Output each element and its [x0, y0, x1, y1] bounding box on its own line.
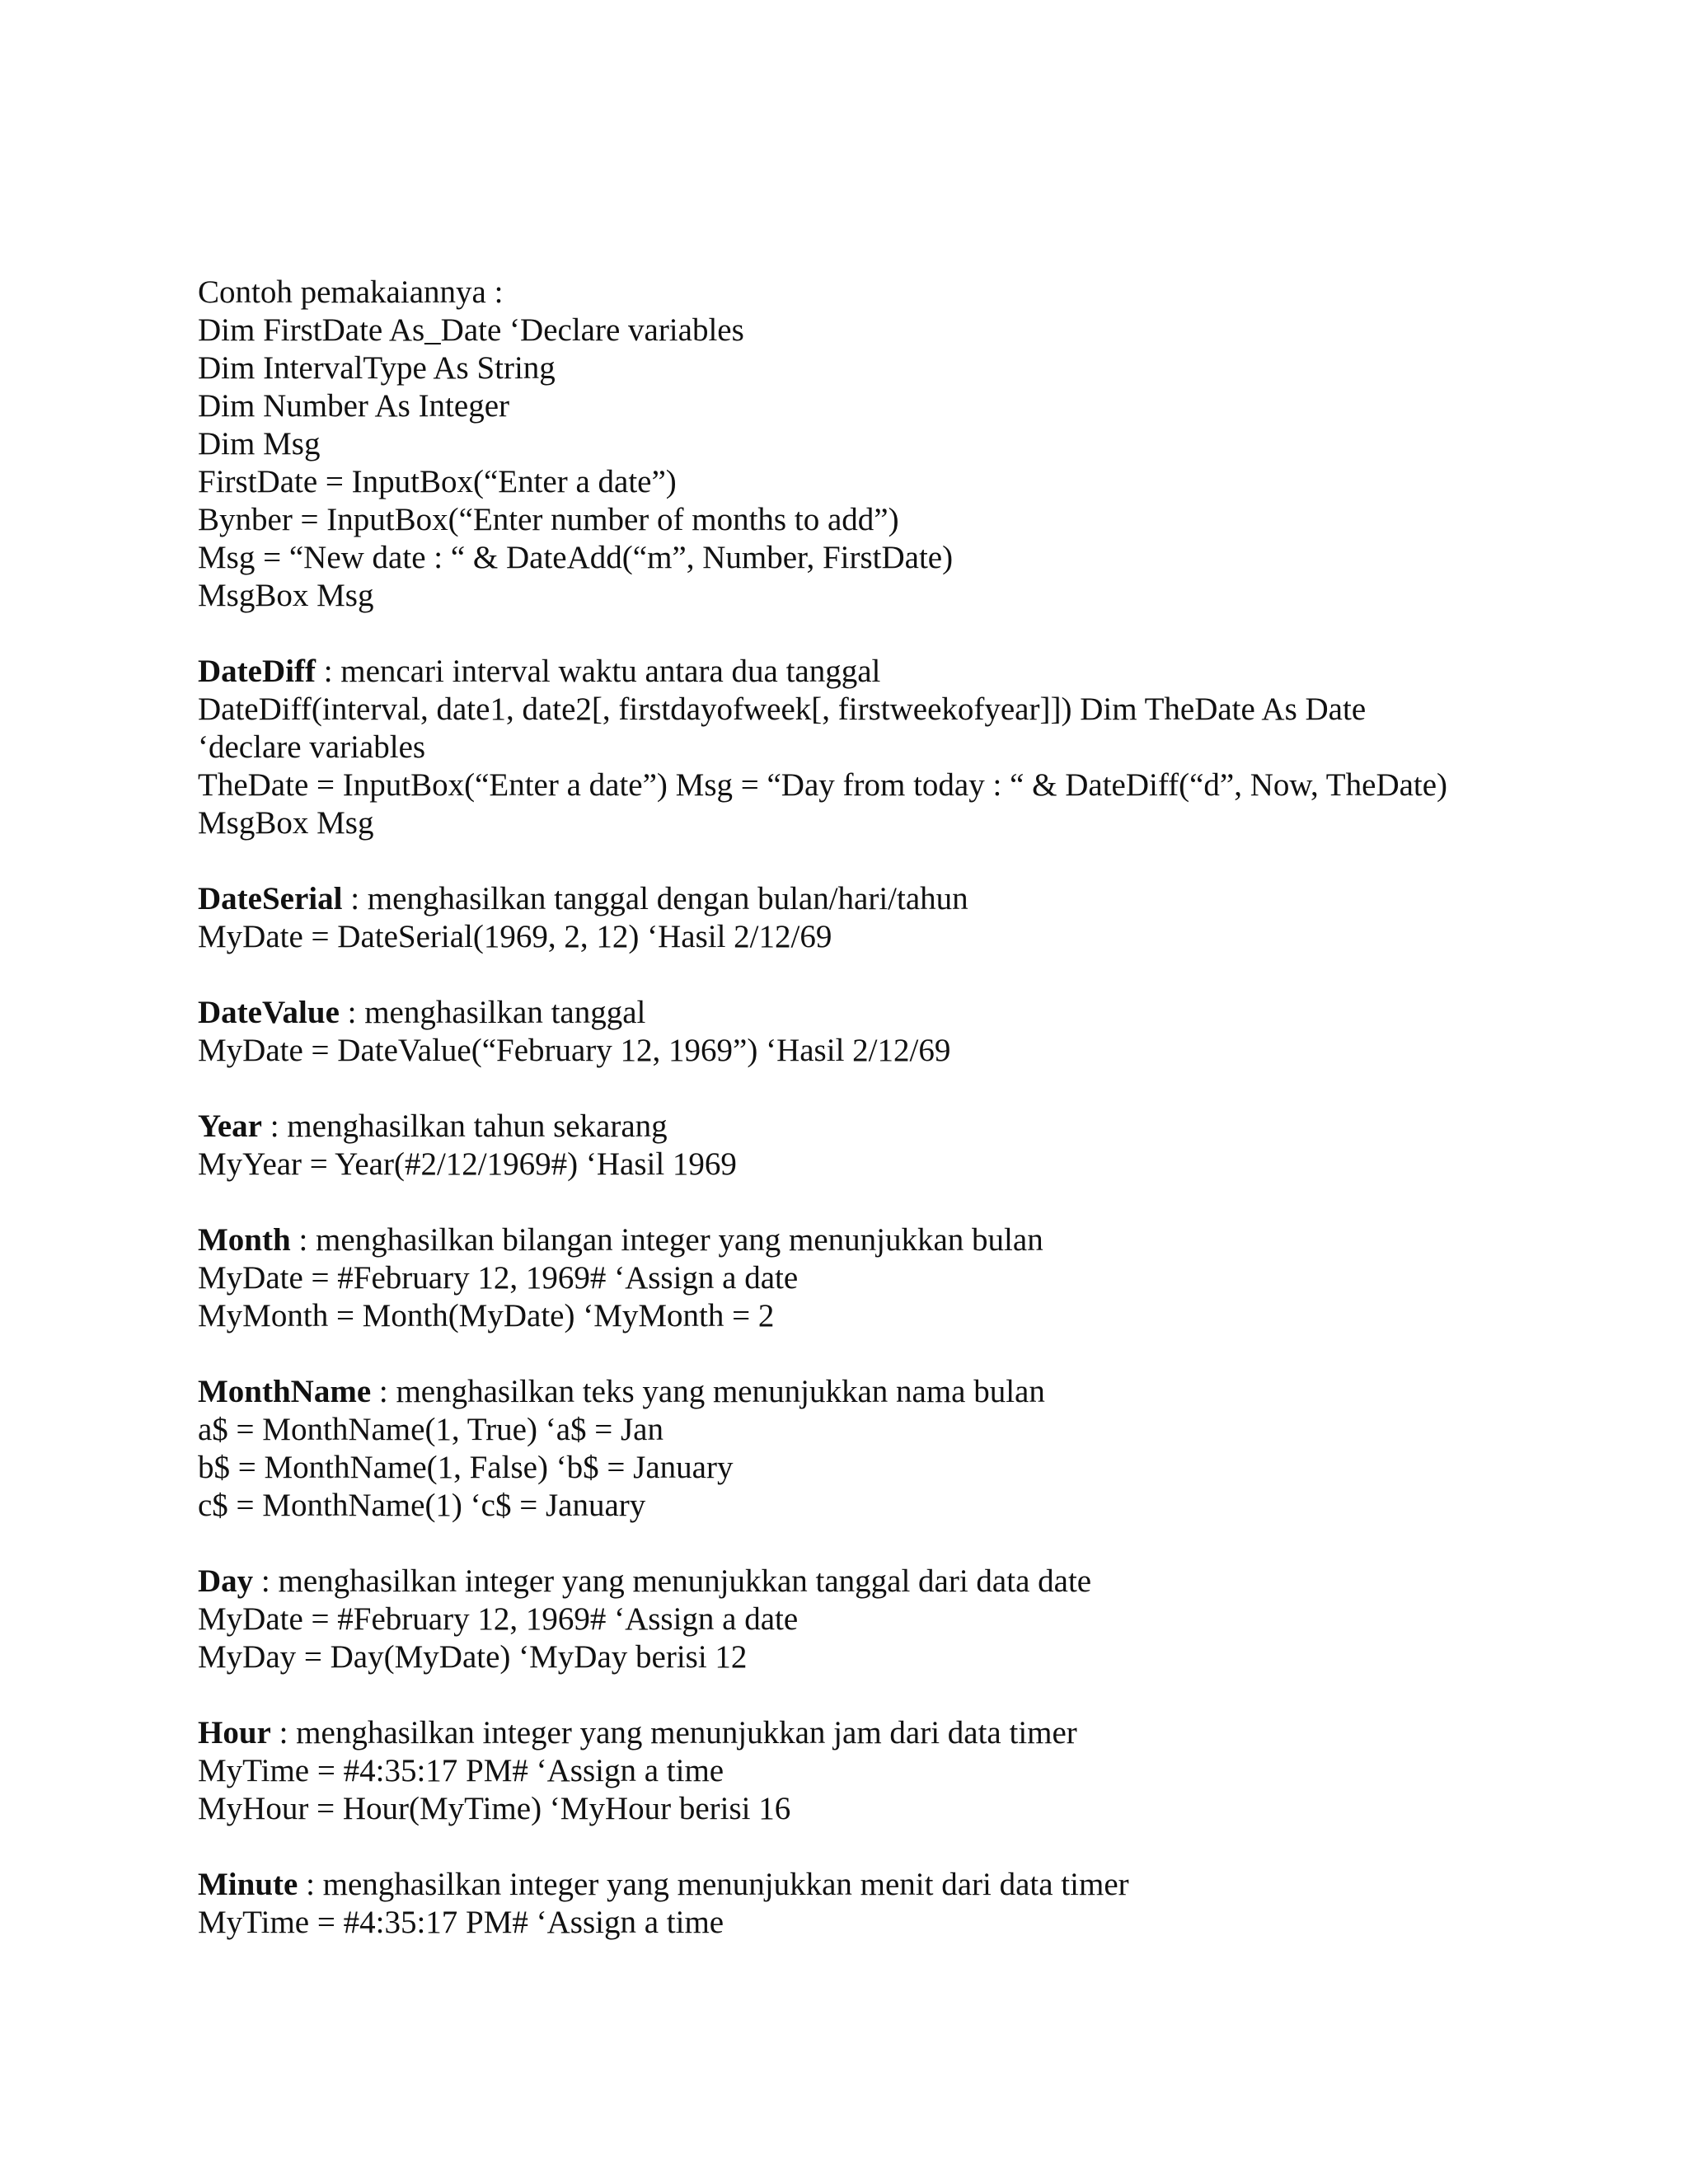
section-term: Hour [198, 1715, 271, 1750]
section-term: Year [198, 1108, 262, 1144]
section-datediff [198, 653, 1558, 842]
code-line: c$ = MonthName(1) ‘c$ = January [198, 1488, 646, 1523]
section-description: : menghasilkan tanggal dengan bulan/hari/tahun [342, 881, 968, 916]
code-line: ‘declare variables [198, 729, 426, 765]
section-year [198, 1108, 1558, 1183]
section-description: : menghasilkan tanggal [339, 995, 646, 1030]
section-datevalue [198, 994, 1558, 1070]
section-month [198, 1221, 1558, 1335]
code-line: b$ = MonthName(1, False) ‘b$ = January [198, 1450, 734, 1485]
section-description: : menghasilkan integer yang menunjukkan menit dari data timer [298, 1867, 1129, 1902]
section-heading [198, 653, 1558, 691]
document-content [198, 274, 1558, 1942]
code-line: MyDate = #February 12, 1969# ‘Assign a date [198, 1601, 799, 1637]
section-term: Day [198, 1563, 254, 1599]
section-heading [198, 1108, 1558, 1146]
section-heading [198, 1563, 1558, 1601]
section-term: Minute [198, 1867, 298, 1902]
section-heading [198, 1373, 1558, 1411]
section-description: : menghasilkan tahun sekarang [261, 1108, 668, 1144]
section-minute [198, 1866, 1558, 1942]
section-dateserial [198, 880, 1558, 956]
code-line: MyDate = DateSerial(1969, 2, 12) ‘Hasil 2/12/69 [198, 919, 832, 954]
section-description: : mencari interval waktu antara dua tanggal [315, 654, 881, 689]
code-line: MyTime = #4:35:17 PM# ‘Assign a time [198, 1905, 724, 1940]
section-description: : menghasilkan integer yang menunjukkan jam dari data timer [270, 1715, 1077, 1750]
code-line: a$ = MonthName(1, True) ‘a$ = Jan [198, 1412, 663, 1447]
section-heading [198, 1714, 1558, 1752]
intro-line: FirstDate = InputBox(“Enter a date”) [198, 464, 677, 499]
section-heading [198, 1221, 1558, 1259]
code-line: MyDate = DateValue(“February 12, 1969”) ‘Hasil 2/12/69 [198, 1033, 951, 1068]
section-term: DateValue [198, 995, 340, 1030]
section-description: : menghasilkan teks yang menunjukkan nama bulan [371, 1374, 1045, 1409]
intro-line: Dim Number As Integer [198, 388, 510, 424]
code-line: MyMonth = Month(MyDate) ‘MyMonth = 2 [198, 1298, 775, 1333]
intro-line: Dim FirstDate As_Date ‘Declare variables [198, 312, 744, 348]
code-line: DateDiff(interval, date1, date2[, firstdayofweek[, firstweekofyear]]) Dim TheDate As Date [198, 691, 1367, 727]
intro-line: Contoh pemakaiannya : [198, 274, 504, 310]
section-description: : menghasilkan integer yang menunjukkan tanggal dari data date [253, 1563, 1092, 1599]
code-line: MyDay = Day(MyDate) ‘MyDay berisi 12 [198, 1639, 748, 1675]
code-line: MyTime = #4:35:17 PM# ‘Assign a time [198, 1753, 724, 1788]
section-description: : menghasilkan bilangan integer yang menunjukkan bulan [290, 1222, 1043, 1258]
section-term: Month [198, 1222, 291, 1258]
section-monthname [198, 1373, 1558, 1525]
section-heading [198, 1866, 1558, 1904]
intro-line: MsgBox Msg [198, 578, 374, 613]
section-term: DateSerial [198, 881, 343, 916]
intro-block [198, 274, 1558, 615]
code-line: TheDate = InputBox(“Enter a date”) Msg = “Day from today : “ & DateDiff(“d”, Now, TheDate) [198, 767, 1448, 803]
code-line: MyDate = #February 12, 1969# ‘Assign a date [198, 1260, 799, 1296]
intro-line: Msg = “New date : “ & DateAdd(“m”, Number, FirstDate) [198, 540, 954, 575]
intro-line: Dim IntervalType As String [198, 350, 556, 386]
section-hour [198, 1714, 1558, 1828]
intro-line: Bynber = InputBox(“Enter number of months to add”) [198, 502, 899, 537]
section-term: DateDiff [198, 654, 316, 689]
code-line: MsgBox Msg [198, 805, 374, 841]
section-term: MonthName [198, 1374, 372, 1409]
section-heading [198, 880, 1558, 918]
code-line: MyHour = Hour(MyTime) ‘MyHour berisi 16 [198, 1791, 791, 1826]
section-heading [198, 994, 1558, 1032]
code-line: MyYear = Year(#2/12/1969#) ‘Hasil 1969 [198, 1146, 737, 1182]
section-day [198, 1563, 1558, 1676]
intro-line: Dim Msg [198, 426, 321, 462]
